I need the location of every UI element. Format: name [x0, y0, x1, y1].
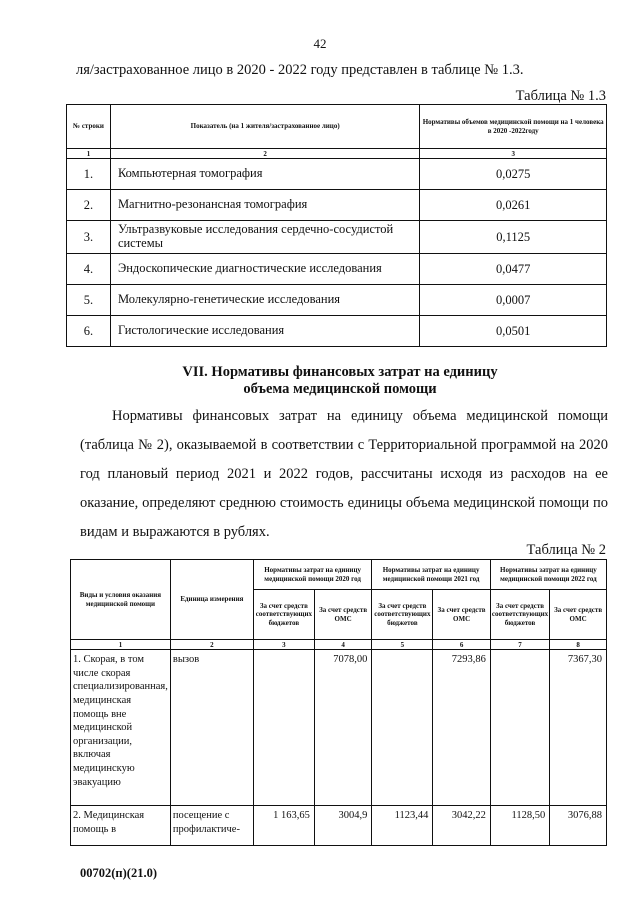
row-value: 0,0007 [420, 285, 607, 316]
table-row [67, 159, 607, 190]
index-cell: 2 [110, 149, 419, 159]
index-cell: 3 [253, 640, 314, 650]
row-type: 1. Скорая, в том числе скорая специализированная, медицинская помощь вне медицинской организации, включая медицинскую эвакуацию [71, 650, 171, 806]
table-row [67, 254, 607, 285]
paragraph-text: Нормативы финансовых затрат на единицу объема медицинской помощи (таблица № 2), оказываемой в соответствии с Территориальной программой на 2020 год плановый период 2021 и 2022 годов, рассчитаны исходя из расходов на ее оказание, определяют среднюю стоимость единицы объема медицинской помощи по видам и выражаются в рублях. [80, 408, 608, 540]
page-number: 42 [313, 36, 327, 51]
row-value: 0,0261 [420, 190, 607, 221]
row-name: Молекулярно-генетические исследования [110, 285, 419, 316]
table-row [67, 316, 607, 347]
row-value: 0,0477 [420, 254, 607, 285]
row-value: 0,0501 [420, 316, 607, 347]
table-1-3 [66, 104, 607, 347]
section-heading [80, 364, 600, 398]
table1-caption: Таблица № 1.3 [515, 88, 606, 104]
row-name: Эндоскопические диагностические исследования [110, 254, 419, 285]
table-row [71, 806, 607, 846]
value-budget-2020: 1 163,65 [253, 806, 314, 846]
index-cell: 4 [314, 640, 372, 650]
value-budget-2022 [490, 650, 549, 806]
row-name: Гистологические исследования [110, 316, 419, 347]
row-number: 6. [67, 316, 111, 347]
row-number: 5. [67, 285, 111, 316]
row-name: Магнитно-резонансная томография [110, 190, 419, 221]
section-heading-line2: объема медицинской помощи [243, 381, 437, 397]
row-type: 2. Медицинская помощь в [71, 806, 171, 846]
section-paragraph [80, 402, 608, 547]
col-header-2020: Нормативы затрат на единицу медицинской помощи 2020 год [253, 560, 371, 590]
index-cell: 3 [420, 149, 607, 159]
row-name: Ультразвуковые исследования сердечно-сосудистой системы [110, 221, 419, 254]
subheader-budget: За счет средств соответствующих бюджетов [253, 590, 314, 640]
index-cell: 6 [433, 640, 491, 650]
subheader-oms: За счет средств ОМС [314, 590, 372, 640]
value-oms-2021: 3042,22 [433, 806, 491, 846]
value-budget-2020 [253, 650, 314, 806]
subheader-oms: За счет средств ОМС [433, 590, 491, 640]
index-cell: 8 [550, 640, 607, 650]
row-number: 2. [67, 190, 111, 221]
value-budget-2021: 1123,44 [372, 806, 433, 846]
col-header-type: Виды и условия оказания медицинской помощи [71, 560, 171, 640]
row-unit: посещение с профилактиче- [170, 806, 253, 846]
table-row [67, 190, 607, 221]
index-cell: 7 [490, 640, 549, 650]
value-oms-2022: 7367,30 [550, 650, 607, 806]
index-cell: 1 [71, 640, 171, 650]
value-budget-2022: 1128,50 [490, 806, 549, 846]
subheader-budget: За счет средств соответствующих бюджетов [490, 590, 549, 640]
col-header-norm: Нормативы объемов медицинской помощи на 1 человека в 2020 -2022году [420, 105, 607, 149]
table-2 [70, 559, 607, 846]
intro-text: ля/застрахованное лицо в 2020 - 2022 году представлен в таблице № 1.3. [76, 62, 524, 78]
subheader-budget: За счет средств соответствующих бюджетов [372, 590, 433, 640]
value-budget-2021 [372, 650, 433, 806]
row-name: Компьютерная томография [110, 159, 419, 190]
row-number: 3. [67, 221, 111, 254]
footer-code: 00702(п)(21.0) [80, 866, 157, 880]
index-cell: 2 [170, 640, 253, 650]
row-number: 4. [67, 254, 111, 285]
value-oms-2021: 7293,86 [433, 650, 491, 806]
value-oms-2022: 3076,88 [550, 806, 607, 846]
table-row [71, 650, 607, 806]
value-oms-2020: 7078,00 [314, 650, 372, 806]
row-unit: вызов [170, 650, 253, 806]
col-header-unit: Единица измерения [170, 560, 253, 640]
subheader-oms: За счет средств ОМС [550, 590, 607, 640]
section-heading-line1: VII. Нормативы финансовых затрат на единицу [182, 364, 498, 380]
row-value: 0,1125 [420, 221, 607, 254]
value-oms-2020: 3004,9 [314, 806, 372, 846]
col-header-indicator: Показатель (на 1 жителя/застрахованное лицо) [110, 105, 419, 149]
index-cell: 5 [372, 640, 433, 650]
row-value: 0,0275 [420, 159, 607, 190]
table-row [67, 285, 607, 316]
index-cell: 1 [67, 149, 111, 159]
col-header-num: № строки [67, 105, 111, 149]
table2-caption: Таблица № 2 [526, 542, 606, 558]
row-number: 1. [67, 159, 111, 190]
col-header-2022: Нормативы затрат на единицу медицинской помощи 2022 год [490, 560, 606, 590]
col-header-2021: Нормативы затрат на единицу медицинской помощи 2021 год [372, 560, 490, 590]
table-row [67, 221, 607, 254]
